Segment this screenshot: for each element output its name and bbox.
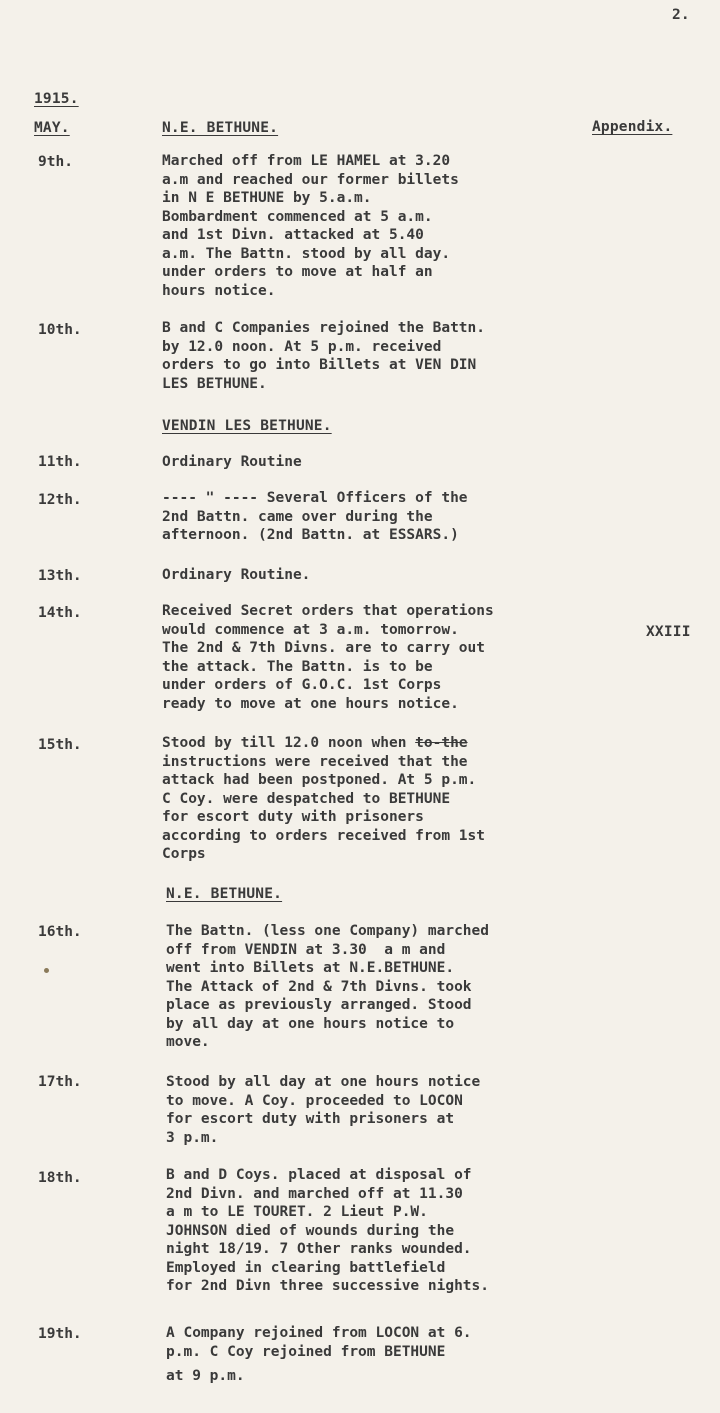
page-number: 2.	[672, 7, 690, 23]
entry-text: Marched off from LE HAMEL at 3.20 a.m and reached our former billets in N E BETHUNE by 5.a.m. Bombardment commenced at 5 a.m. and 1st Divn. attacked at 5.40 a.m. The Battn. stood by all day. under orders to move at half an hours notice.	[162, 153, 459, 299]
entry-day: 16th.	[38, 924, 82, 940]
appendix-reference: XXIII	[646, 624, 691, 640]
entry-day: 13th.	[38, 568, 82, 584]
struck-text: to-the	[415, 735, 468, 751]
entry-day: 15th.	[38, 737, 82, 753]
section-location: VENDIN LES BETHUNE.	[162, 418, 332, 434]
entry-day: 18th.	[38, 1170, 82, 1186]
ink-mark	[44, 968, 49, 973]
entry-text: The Battn. (less one Company) marched off from VENDIN at 3.30 a m and went into Billets at N.E.BETHUNE. The Attack of 2nd & 7th Divns. took place as previously arranged. Stood by all day at one hours notice to move.	[166, 923, 490, 1050]
entry-day: 19th.	[38, 1326, 82, 1342]
section-location: N.E. BETHUNE.	[166, 886, 283, 902]
entry-day: 17th.	[38, 1074, 82, 1090]
year: 1915.	[34, 91, 79, 107]
entry-text: Ordinary Routine.	[162, 567, 311, 583]
entry-text: Stood by all day at one hours notice to move. A Coy. proceeded to LOCON for escort duty with prisoners at 3 p.m.	[166, 1074, 481, 1146]
entry-text: A Company rejoined from LOCON at 6. p.m. C Coy rejoined from BETHUNE at 9 p.m.	[166, 1325, 472, 1384]
entry-text: B and D Coys. placed at disposal of 2nd Divn. and marched off at 11.30 a m to LE TOURET. 2 Lieut P.W. JOHNSON died of wounds during the night 18/19. 7 Other ranks wounded. Employed in clearing battlefield for 2nd Divn three successive nights.	[166, 1167, 490, 1294]
month: MAY.	[34, 120, 70, 136]
entry-text: B and C Companies rejoined the Battn. by 12.0 noon. At 5 p.m. received orders to go into Billets at VEN DIN LES BETHUNE.	[162, 320, 486, 392]
appendix-label: Appendix.	[592, 119, 673, 135]
heading-location: N.E. BETHUNE.	[162, 120, 279, 136]
entry-text: Received Secret orders that operations would commence at 3 a.m. tomorrow. The 2nd & 7th Divns. are to carry out the attack. The Battn. is to be under orders of G.O.C. 1st Corps ready to move at one hours notice.	[162, 603, 494, 712]
entry-day: 9th.	[38, 154, 73, 170]
entry-day: 14th.	[38, 605, 82, 621]
entry-day: 12th.	[38, 492, 82, 508]
entry-day: 11th.	[38, 454, 82, 470]
entry-day: 10th.	[38, 322, 82, 338]
entry-text: Stood by till 12.0 noon when to-the instructions were received that the attack had been postponed. At 5 p.m. C Coy. were despatched to BETHUNE for escort duty with prisoners according to orders received from 1st Corps	[162, 735, 486, 862]
entry-text: ---- " ---- Several Officers of the 2nd Battn. came over during the afternoon. (2nd Battn. at ESSARS.)	[162, 490, 468, 543]
entry-text: Ordinary Routine	[162, 454, 302, 470]
